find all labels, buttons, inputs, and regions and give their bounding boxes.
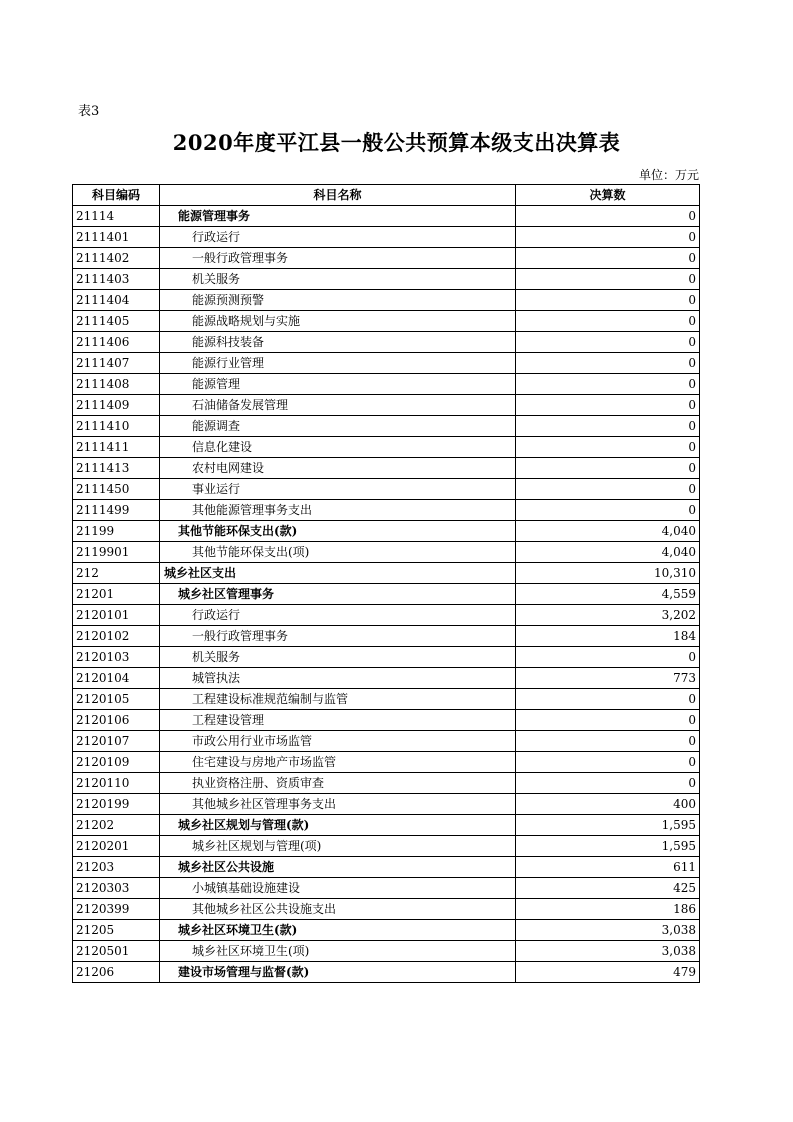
row-name: 一般行政管理事务 bbox=[160, 626, 516, 647]
table-row bbox=[73, 731, 700, 752]
row-amount: 0 bbox=[516, 437, 700, 458]
row-code: 2120201 bbox=[73, 836, 160, 857]
table-row bbox=[73, 479, 700, 500]
table-row bbox=[73, 752, 700, 773]
row-code: 2111404 bbox=[73, 290, 160, 311]
row-name: 能源管理事务 bbox=[160, 206, 516, 227]
row-code: 2111499 bbox=[73, 500, 160, 521]
row-amount: 0 bbox=[516, 500, 700, 521]
table-row bbox=[73, 857, 700, 878]
row-name: 能源预测预警 bbox=[160, 290, 516, 311]
row-amount: 0 bbox=[516, 689, 700, 710]
row-name: 能源管理 bbox=[160, 374, 516, 395]
row-name: 城乡社区环境卫生(项) bbox=[160, 941, 516, 962]
header-code: 科目编码 bbox=[73, 185, 160, 206]
table-row bbox=[73, 395, 700, 416]
row-code: 2120101 bbox=[73, 605, 160, 626]
table-body bbox=[73, 206, 700, 983]
row-amount: 0 bbox=[516, 752, 700, 773]
row-code: 2120104 bbox=[73, 668, 160, 689]
table-row bbox=[73, 437, 700, 458]
row-code: 2120399 bbox=[73, 899, 160, 920]
row-code: 2111402 bbox=[73, 248, 160, 269]
row-code: 2111401 bbox=[73, 227, 160, 248]
row-name: 农村电网建设 bbox=[160, 458, 516, 479]
table-row bbox=[73, 332, 700, 353]
table-row bbox=[73, 689, 700, 710]
row-code: 21205 bbox=[73, 920, 160, 941]
row-code: 2120103 bbox=[73, 647, 160, 668]
table-row bbox=[73, 353, 700, 374]
row-name: 城乡社区公共设施 bbox=[160, 857, 516, 878]
row-name: 机关服务 bbox=[160, 269, 516, 290]
row-amount: 0 bbox=[516, 395, 700, 416]
row-name: 能源科技装备 bbox=[160, 332, 516, 353]
header-amount: 决算数 bbox=[516, 185, 700, 206]
row-amount: 10,310 bbox=[516, 563, 700, 584]
row-name: 住宅建设与房地产市场监管 bbox=[160, 752, 516, 773]
row-name: 其他能源管理事务支出 bbox=[160, 500, 516, 521]
row-name: 城乡社区管理事务 bbox=[160, 584, 516, 605]
row-amount: 4,040 bbox=[516, 521, 700, 542]
table-row bbox=[73, 269, 700, 290]
row-name: 行政运行 bbox=[160, 605, 516, 626]
table-row bbox=[73, 815, 700, 836]
row-name: 城乡社区规划与管理(项) bbox=[160, 836, 516, 857]
row-amount: 425 bbox=[516, 878, 700, 899]
row-amount: 4,040 bbox=[516, 542, 700, 563]
row-code: 2120107 bbox=[73, 731, 160, 752]
row-code: 2111411 bbox=[73, 437, 160, 458]
row-code: 2120501 bbox=[73, 941, 160, 962]
row-amount: 3,202 bbox=[516, 605, 700, 626]
table-row bbox=[73, 248, 700, 269]
row-code: 2111405 bbox=[73, 311, 160, 332]
row-name: 工程建设标准规范编制与监管 bbox=[160, 689, 516, 710]
table-row bbox=[73, 227, 700, 248]
row-name: 石油储备发展管理 bbox=[160, 395, 516, 416]
row-code: 2111403 bbox=[73, 269, 160, 290]
row-name: 信息化建设 bbox=[160, 437, 516, 458]
table-row bbox=[73, 563, 700, 584]
row-code: 2120303 bbox=[73, 878, 160, 899]
row-amount: 4,559 bbox=[516, 584, 700, 605]
row-code: 2120106 bbox=[73, 710, 160, 731]
table-row bbox=[73, 962, 700, 983]
row-amount: 0 bbox=[516, 248, 700, 269]
row-name: 城管执法 bbox=[160, 668, 516, 689]
table-row bbox=[73, 521, 700, 542]
table-row bbox=[73, 836, 700, 857]
budget-table bbox=[72, 184, 700, 983]
table-row bbox=[73, 290, 700, 311]
row-name: 能源调查 bbox=[160, 416, 516, 437]
row-code: 2120199 bbox=[73, 794, 160, 815]
row-name: 事业运行 bbox=[160, 479, 516, 500]
table-row bbox=[73, 647, 700, 668]
row-name: 机关服务 bbox=[160, 647, 516, 668]
row-code: 21201 bbox=[73, 584, 160, 605]
row-amount: 1,595 bbox=[516, 836, 700, 857]
table-row bbox=[73, 605, 700, 626]
row-name: 城乡社区环境卫生(款) bbox=[160, 920, 516, 941]
table-header-row bbox=[73, 185, 700, 206]
row-code: 2111450 bbox=[73, 479, 160, 500]
table-row bbox=[73, 794, 700, 815]
table-row bbox=[73, 710, 700, 731]
row-code: 21203 bbox=[73, 857, 160, 878]
row-amount: 0 bbox=[516, 353, 700, 374]
table-row bbox=[73, 668, 700, 689]
row-amount: 0 bbox=[516, 332, 700, 353]
row-code: 21114 bbox=[73, 206, 160, 227]
row-amount: 0 bbox=[516, 710, 700, 731]
row-amount: 184 bbox=[516, 626, 700, 647]
row-amount: 0 bbox=[516, 773, 700, 794]
row-name: 建设市场管理与监督(款) bbox=[160, 962, 516, 983]
table-row bbox=[73, 206, 700, 227]
table-row bbox=[73, 899, 700, 920]
row-code: 2111410 bbox=[73, 416, 160, 437]
row-amount: 3,038 bbox=[516, 941, 700, 962]
row-name: 小城镇基础设施建设 bbox=[160, 878, 516, 899]
row-code: 21199 bbox=[73, 521, 160, 542]
table-row bbox=[73, 500, 700, 521]
header-name: 科目名称 bbox=[160, 185, 516, 206]
row-amount: 0 bbox=[516, 290, 700, 311]
row-name: 市政公用行业市场监管 bbox=[160, 731, 516, 752]
row-code: 2111409 bbox=[73, 395, 160, 416]
row-amount: 0 bbox=[516, 206, 700, 227]
row-name: 其他城乡社区公共设施支出 bbox=[160, 899, 516, 920]
row-name: 一般行政管理事务 bbox=[160, 248, 516, 269]
row-amount: 479 bbox=[516, 962, 700, 983]
table-row bbox=[73, 941, 700, 962]
row-name: 执业资格注册、资质审查 bbox=[160, 773, 516, 794]
unit-label: 单位：万元 bbox=[638, 168, 699, 182]
row-name: 其他节能环保支出(项) bbox=[160, 542, 516, 563]
row-name: 其他节能环保支出(款) bbox=[160, 521, 516, 542]
table-row bbox=[73, 626, 700, 647]
row-code: 212 bbox=[73, 563, 160, 584]
row-amount: 400 bbox=[516, 794, 700, 815]
row-code: 2120110 bbox=[73, 773, 160, 794]
table-row bbox=[73, 773, 700, 794]
table-row bbox=[73, 584, 700, 605]
row-amount: 0 bbox=[516, 479, 700, 500]
row-amount: 3,038 bbox=[516, 920, 700, 941]
row-code: 21202 bbox=[73, 815, 160, 836]
row-code: 21206 bbox=[73, 962, 160, 983]
row-code: 2120102 bbox=[73, 626, 160, 647]
row-name: 行政运行 bbox=[160, 227, 516, 248]
row-code: 2119901 bbox=[73, 542, 160, 563]
row-amount: 0 bbox=[516, 227, 700, 248]
row-amount: 0 bbox=[516, 269, 700, 290]
row-name: 能源战略规划与实施 bbox=[160, 311, 516, 332]
table-row bbox=[73, 542, 700, 563]
row-code: 2120105 bbox=[73, 689, 160, 710]
table-row bbox=[73, 311, 700, 332]
row-amount: 1,595 bbox=[516, 815, 700, 836]
table-number: 表3 bbox=[78, 104, 100, 119]
row-code: 2120109 bbox=[73, 752, 160, 773]
row-code: 2111413 bbox=[73, 458, 160, 479]
row-amount: 0 bbox=[516, 311, 700, 332]
table-row bbox=[73, 878, 700, 899]
row-amount: 0 bbox=[516, 374, 700, 395]
row-amount: 0 bbox=[516, 647, 700, 668]
table-row bbox=[73, 920, 700, 941]
row-amount: 0 bbox=[516, 416, 700, 437]
row-code: 2111406 bbox=[73, 332, 160, 353]
row-code: 2111407 bbox=[73, 353, 160, 374]
row-amount: 611 bbox=[516, 857, 700, 878]
table-row bbox=[73, 374, 700, 395]
row-amount: 0 bbox=[516, 458, 700, 479]
table-row bbox=[73, 416, 700, 437]
row-code: 2111408 bbox=[73, 374, 160, 395]
page-title: 2020年度平江县一般公共预算本级支出决算表 bbox=[172, 130, 621, 155]
row-name: 城乡社区支出 bbox=[160, 563, 516, 584]
row-amount: 773 bbox=[516, 668, 700, 689]
row-name: 其他城乡社区管理事务支出 bbox=[160, 794, 516, 815]
table-row bbox=[73, 458, 700, 479]
row-amount: 0 bbox=[516, 731, 700, 752]
row-name: 工程建设管理 bbox=[160, 710, 516, 731]
row-name: 城乡社区规划与管理(款) bbox=[160, 815, 516, 836]
row-name: 能源行业管理 bbox=[160, 353, 516, 374]
row-amount: 186 bbox=[516, 899, 700, 920]
